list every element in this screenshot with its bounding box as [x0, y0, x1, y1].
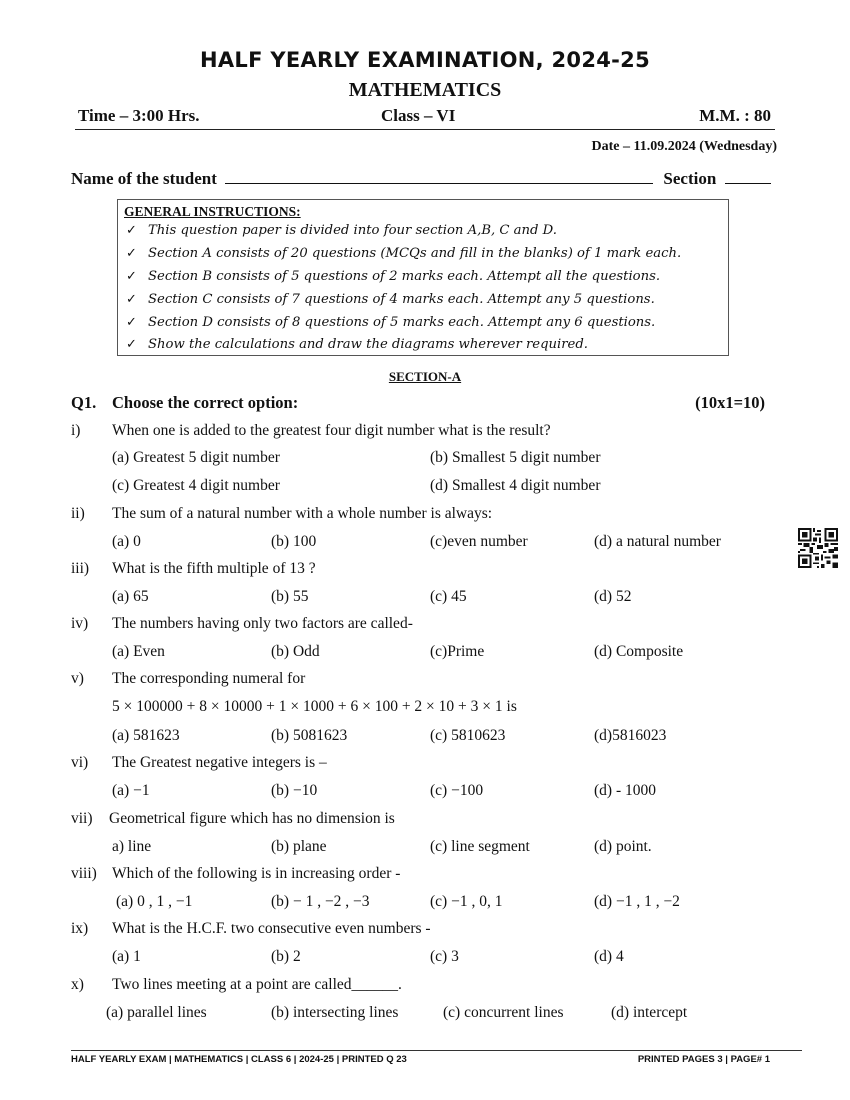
question-text: What is the fifth multiple of 13 ? — [112, 560, 316, 577]
question-number: ix) — [71, 920, 89, 937]
check-icon: ✓ — [126, 315, 138, 330]
option-c: (c) 5810623 — [430, 727, 506, 744]
instruction-item: ✓ Section B consists of 5 questions of 2 marks each. Attempt all the questions. — [126, 269, 661, 284]
question-text: The numbers having only two factors are called- — [112, 615, 413, 632]
instructions-heading: GENERAL INSTRUCTIONS: — [124, 204, 301, 219]
option-b: (b) − 1 , −2 , −3 — [271, 893, 370, 910]
question-number: viii) — [71, 865, 97, 882]
qr-code-icon — [798, 527, 838, 569]
option-b: (b) 100 — [271, 533, 317, 550]
option-b: (b) Odd — [271, 643, 320, 660]
option-a: (a) 1 — [112, 948, 141, 965]
question-number: iii) — [71, 560, 90, 577]
question-text: Which of the following is in increasing order - — [112, 865, 401, 882]
option-b: (b) intersecting lines — [271, 1004, 399, 1021]
instruction-item: ✓ This question paper is divided into four section A,B, C and D. — [126, 223, 557, 238]
option-b: (b) Smallest 5 digit number — [430, 449, 601, 466]
instruction-item: ✓ Section C consists of 7 questions of 4 marks each. Attempt any 5 questions. — [126, 292, 655, 307]
option-c: (c) 45 — [430, 588, 467, 605]
question-number: vi) — [71, 754, 89, 771]
q1-marks: (10x1=10) — [695, 393, 765, 412]
q1-number: Q1. — [71, 393, 97, 412]
question-text: Geometrical figure which has no dimension is — [109, 810, 395, 827]
option-b: (b) 2 — [271, 948, 301, 965]
subject-title: MATHEMATICS — [348, 79, 502, 101]
option-d: (d) 4 — [594, 948, 624, 965]
footer-rule — [71, 1050, 802, 1051]
section-label: Section — [663, 169, 717, 188]
option-a: (a) Even — [112, 643, 165, 660]
question-text: What is the H.C.F. two consecutive even numbers - — [112, 920, 431, 937]
instruction-item: ✓ Show the calculations and draw the diagrams wherever required. — [126, 337, 588, 352]
option-d: (d)5816023 — [594, 727, 667, 744]
option-a: a) line — [112, 838, 152, 855]
option-c: (c) 3 — [430, 948, 459, 965]
option-d: (d) - 1000 — [594, 782, 656, 799]
option-c: (c) line segment — [430, 838, 530, 855]
q1-text: Choose the correct option: — [112, 393, 299, 412]
option-d: (d) intercept — [611, 1004, 688, 1021]
question-number: i) — [71, 422, 81, 439]
footer-left: HALF YEARLY EXAM | MATHEMATICS | CLASS 6 | 2024-25 | PRINTED Q 23 — [71, 1054, 407, 1065]
option-a: (a) Greatest 5 digit number — [112, 449, 280, 466]
max-marks: M.M. : 80 — [699, 106, 771, 125]
option-a: (a) 0 — [112, 533, 141, 550]
option-c: (c)Prime — [430, 643, 485, 660]
check-icon: ✓ — [126, 292, 138, 307]
check-icon: ✓ — [126, 223, 138, 238]
question-text: The corresponding numeral for — [112, 670, 306, 687]
option-b: (b) plane — [271, 838, 327, 855]
question-number: x) — [71, 976, 84, 993]
option-c: (c) −100 — [430, 782, 484, 799]
option-a: (a) 581623 — [112, 727, 180, 744]
check-icon: ✓ — [126, 269, 138, 284]
section-blank — [725, 170, 771, 184]
instruction-item: ✓ Section A consists of 20 questions (MCQs and fill in the blanks) of 1 mark each. — [126, 246, 682, 261]
question-text: The sum of a natural number with a whole number is always: — [112, 505, 493, 522]
option-c: (c)even number — [430, 533, 528, 550]
general-instructions-box — [117, 199, 729, 356]
question-expression: 5 × 100000 + 8 × 10000 + 1 × 1000 + 6 × 100 + 2 × 10 + 3 × 1 is — [112, 698, 517, 715]
footer-right: PRINTED PAGES 3 | PAGE# 1 — [637, 1054, 770, 1065]
section-a-heading: SECTION-A — [388, 369, 462, 384]
option-b: (b) 55 — [271, 588, 309, 605]
exam-time: Time – 3:00 Hrs. — [78, 106, 200, 125]
exam-title: HALF YEARLY EXAMINATION, 2024-25 — [199, 48, 650, 72]
option-b: (b) 5081623 — [271, 727, 348, 744]
option-d: (d) 52 — [594, 588, 632, 605]
question-text: When one is added to the greatest four digit number what is the result? — [112, 422, 551, 439]
question-text: The Greatest negative integers is – — [112, 754, 327, 771]
question-number: v) — [71, 670, 84, 687]
name-blank — [225, 170, 653, 184]
option-d: (d) point. — [594, 838, 652, 855]
option-c: (c) concurrent lines — [443, 1004, 564, 1021]
question-number: vii) — [71, 810, 93, 827]
option-a: (a) 65 — [112, 588, 149, 605]
option-a: (a) parallel lines — [106, 1004, 207, 1021]
option-c: (c) −1 , 0, 1 — [430, 893, 503, 910]
instruction-item: ✓ Section D consists of 8 questions of 5 marks each. Attempt any 6 questions. — [126, 315, 656, 330]
header-rule — [75, 129, 775, 130]
option-b: (b) −10 — [271, 782, 318, 799]
option-d: (d) Composite — [594, 643, 684, 660]
option-a: (a) −1 — [112, 782, 150, 799]
check-icon: ✓ — [126, 246, 138, 261]
option-c: (c) Greatest 4 digit number — [112, 477, 280, 494]
option-d: (d) a natural number — [594, 533, 721, 550]
question-text: Two lines meeting at a point are called______. — [112, 976, 402, 993]
option-d: (d) −1 , 1 , −2 — [594, 893, 680, 910]
question-number: iv) — [71, 615, 89, 632]
question-number: ii) — [71, 505, 85, 522]
check-icon: ✓ — [126, 337, 138, 352]
exam-date: Date – 11.09.2024 (Wednesday) — [591, 139, 777, 154]
name-label: Name of the student — [71, 169, 217, 188]
option-d: (d) Smallest 4 digit number — [430, 477, 601, 494]
exam-class: Class – VI — [381, 106, 456, 125]
student-details-row — [71, 169, 775, 189]
option-a: (a) 0 , 1 , −1 — [116, 893, 193, 910]
